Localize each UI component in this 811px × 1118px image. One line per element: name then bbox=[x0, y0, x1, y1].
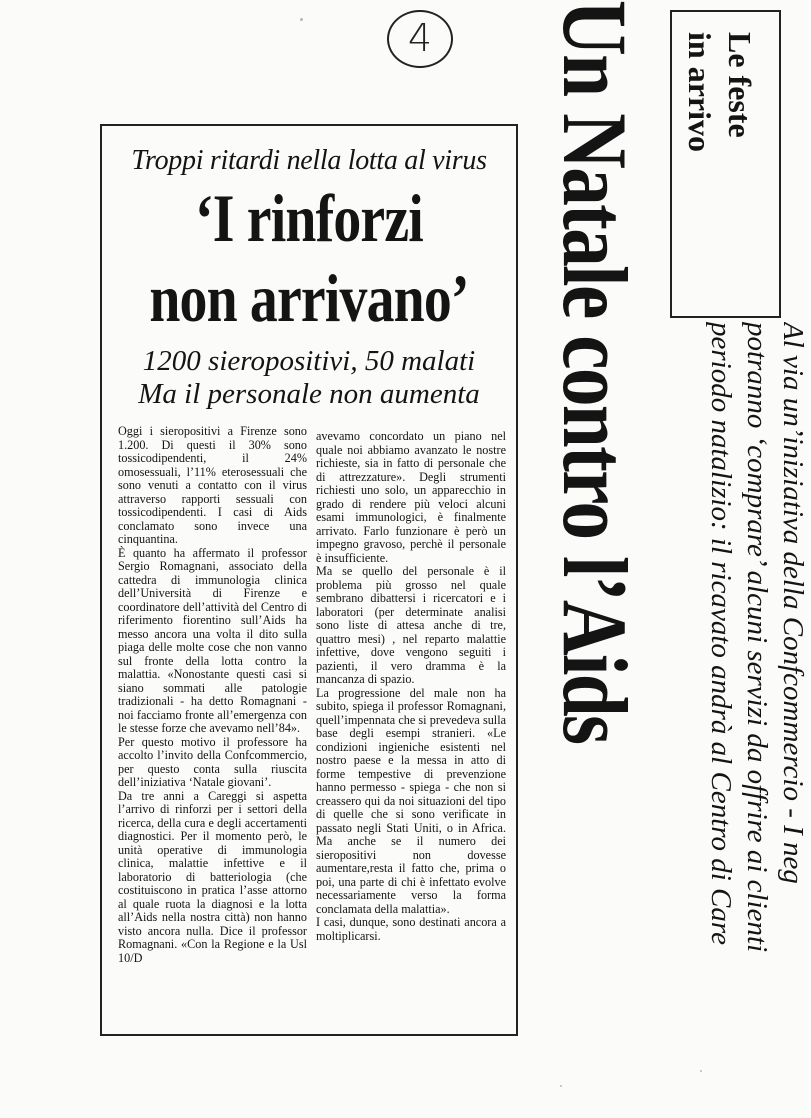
feature-vertical-subtitle bbox=[664, 322, 811, 1118]
article-kicker: Troppi ritardi nella lotta al virus bbox=[131, 145, 487, 176]
article-subhead bbox=[100, 345, 518, 411]
paragraph: È quanto ha affermato il professor Sergio Romagnani, associato della cattedra di immunologia clinica dell’Università di Firenze e coordinatore dell’attività del Centro di riferimento fiorentino sull’Aids ha messo ancora una volta il dito sulla piaga delle molte cose che non vanno sul fronte della lotta contro la malattia. «Nonostante questi casi si siano sommati alle patologie tradizionali - ha detto Romagnani - noi facciamo fronte all’emergenza con le stesse forze che avevamo nell’84». bbox=[118, 545, 307, 735]
subtitle-line-3: periodo natalizio: il ricavato andrà al Centro di Care bbox=[705, 322, 737, 945]
side-box-line-2: in arrivo bbox=[682, 32, 718, 152]
paragraph: Per questo motivo il professore ha accolto l’invito della Confcommercio, per questo conta sulla riuscita dell’iniziativa ‘Natale giovani’. bbox=[118, 734, 307, 789]
subhead-line-2: Ma il personale non aumenta bbox=[138, 378, 480, 410]
page-number-text: 4 bbox=[407, 16, 433, 60]
headline-line-1: ‘I rinforzi bbox=[195, 180, 423, 256]
paragraph: avevamo concordato un piano nel quale noi abbiamo avanzato le nostre richieste, sia in fatto di personale che di attrezzature». Degli strumenti richiesti uno solo, un apparecchio in grado di rendere più veloci alcuni esami immunologici, è finalmente arrivato. Farlo funzionare è però un impegno gravoso, perchè il personale è insufficiente. bbox=[316, 429, 506, 565]
paragraph: I casi, dunque, sono destinati ancora a moltiplicarsi. bbox=[316, 915, 506, 943]
paragraph: Ma se quello del personale è il problema più grosso nel quale sembrano dibattersi i ricercatori e i laboratori (per determinate analisi sono liste di attesa anche di tre, quattro mesi) , nel reparto malattie infettive, dove vengono seguiti i pazienti, il vero dramma è la mancanza di spazio. bbox=[316, 564, 506, 686]
subtitle-line-1: Al via un’iniziativa della Confcommercio - I neg bbox=[777, 322, 809, 884]
feature-vertical-headline: Un Natale contro l’Aids bbox=[544, 0, 646, 744]
subhead-line-1: 1200 sieropositivi, 50 malati bbox=[142, 345, 476, 377]
side-box-title bbox=[680, 32, 760, 312]
paragraph: Oggi i sieropositivi a Firenze sono 1.200. Di questi il 30% sono tossicodipendenti, il 24% omosessuali, l’11% eterosessuali che sono venuti a contatto con il virus attraverso rapporti sessuali con tossicodipendenti. I casi di Aids conclamato sono invece una cinquantina. bbox=[118, 424, 307, 546]
article-headline bbox=[138, 178, 481, 338]
article-column-1 bbox=[118, 425, 307, 965]
headline-line-2: non arrivano’ bbox=[149, 260, 469, 336]
handwritten-page-number bbox=[387, 10, 453, 68]
subtitle-line-2: potranno ‘comprare’ alcuni servizi da offrire ai clienti bbox=[741, 322, 773, 953]
paragraph: La progressione del male non ha subito, spiega il professor Romagnani, quell’impennata che si prevedeva sulla base degli esempi stranieri. «Le condizioni ingieniche esistenti nel nostro paese e la messa in atto di forme tempestive di prevenzione hanno permesso - spiega - che non si creassero qui da noi situazioni del tipo di quelle che si sono verificate in passato negli Stati Uniti, o in Africa. Ma anche se il numero dei sieropositivi non dovesse aumentare,resta il fatto che, prima o poi, una parte di chi è infettato evolve necessariamente verso la forma conclamata della malattia». bbox=[316, 685, 506, 916]
scan-speck bbox=[560, 1085, 562, 1087]
paragraph: Da tre anni a Careggi si aspetta l’arrivo di rinforzi per i settori della ricerca, della cura e degli accertamenti diagnostici. Per il momento però, le unità operative di immunologia clinica, malattie infettive e il laboratorio di batteriologia (che costituiscono in pratica l’asse attorno al quale ruota la diagnosi e la lotta all’Aids nella nostra città) non hanno visto ancora nulla. Dice il professor Romagnani. «Con la Regione e la Usl 10/D bbox=[118, 788, 307, 965]
scan-speck bbox=[300, 18, 303, 21]
side-box-line-1: Le feste bbox=[722, 32, 758, 138]
article-column-2 bbox=[316, 430, 506, 943]
